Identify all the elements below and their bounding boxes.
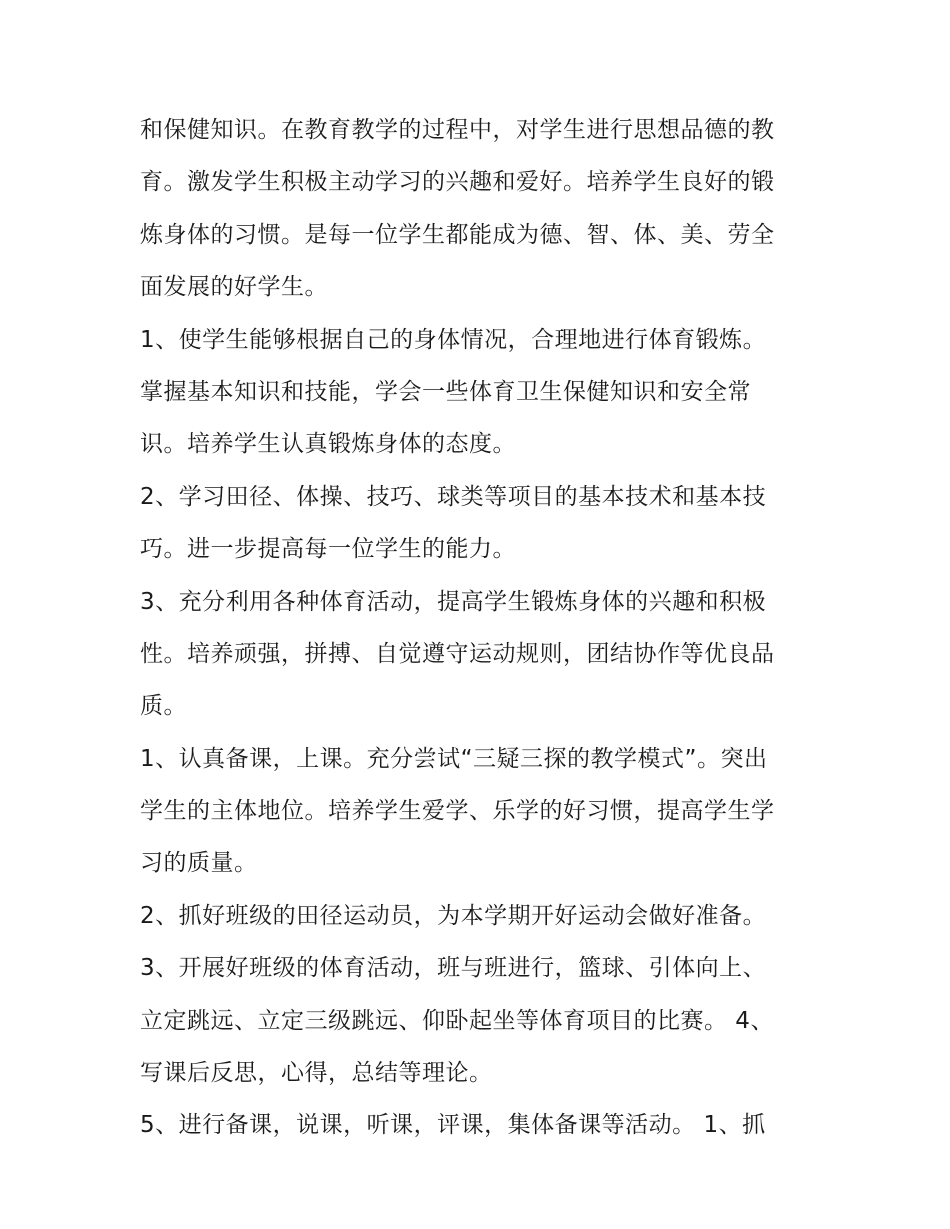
- text-line: 质。: [140, 693, 187, 720]
- text-line: 识。培养学生认真锻炼身体的态度。: [140, 431, 516, 458]
- text-line: 3、开展好班级的体育活动，班与班进行，篮球、引体向上、: [140, 955, 767, 982]
- text-line: 巧。进一步提高每一位学生的能力。: [140, 536, 516, 563]
- body-text: [140, 108, 820, 1156]
- text-line: 炼身体的习惯。是每一位学生都能成为德、智、体、美、劳全: [140, 221, 775, 248]
- text-line: 面发展的好学生。: [140, 274, 328, 301]
- text-line: 育。激发学生积极主动学习的兴趣和爱好。培养学生良好的锻: [140, 169, 775, 196]
- text-line: 3、充分利用各种体育活动，提高学生锻炼身体的兴趣和积极: [140, 588, 767, 615]
- text-line: 1、认真备课，上课。充分尝试“三疑三探的教学模式”。突出: [140, 745, 768, 772]
- text-line: 掌握基本知识和技能，学会一些体育卫生保健知识和安全常: [140, 378, 751, 405]
- text-line: 立定跳远、立定三级跳远、仰卧起坐等体育项目的比赛。 4、: [140, 1007, 774, 1034]
- text-line: 2、抓好班级的田径运动员，为本学期开好运动会做好准备。: [140, 902, 767, 929]
- text-line: 写课后反思，心得，总结等理论。: [140, 1060, 493, 1087]
- text-line: 1、使学生能够根据自己的身体情况，合理地进行体育锻炼。: [140, 326, 767, 353]
- text-line: 和保健知识。在教育教学的过程中，对学生进行思想品德的教: [140, 117, 775, 143]
- text-line: 学生的主体地位。培养学生爱学、乐学的好习惯，提高学生学: [140, 798, 775, 825]
- text-line: 2、学习田径、体操、技巧、球类等项目的基本技术和基本技: [140, 483, 767, 510]
- text-line: 习的质量。: [140, 850, 258, 877]
- text-line: 性。培养顽强，拼搏、自觉遵守运动规则，团结协作等优良品: [140, 640, 775, 667]
- text-line: 5、进行备课，说课，听课，评课，集体备课等活动。 1、抓: [140, 1112, 766, 1139]
